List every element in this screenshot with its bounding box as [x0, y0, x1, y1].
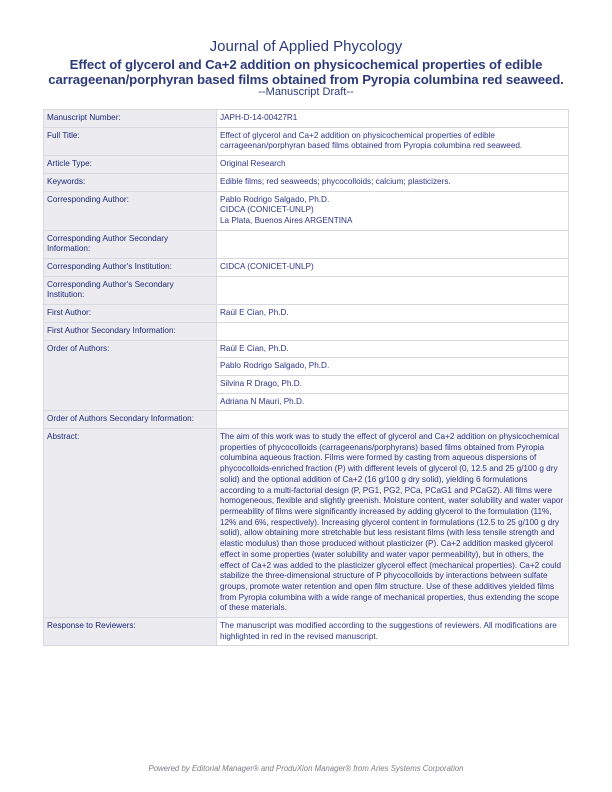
value-order-secondary	[217, 411, 569, 429]
value-corresponding-institution: CIDCA (CONICET-UNLP)	[217, 259, 569, 277]
row-manuscript-number	[44, 110, 569, 128]
corresponding-author-institution: CIDCA (CONICET-UNLP)	[220, 205, 314, 215]
label-abstract: Abstract:	[44, 429, 217, 618]
row-corresponding-secondary	[44, 230, 569, 258]
label-first-author-secondary: First Author Secondary Information:	[44, 322, 217, 340]
label-order-secondary: Order of Authors Secondary Information:	[44, 411, 217, 429]
label-keywords: Keywords:	[44, 173, 217, 191]
label-order-of-authors: Order of Authors:	[44, 340, 217, 411]
row-full-title	[44, 127, 569, 155]
row-corresponding-institution	[44, 259, 569, 277]
journal-name: Journal of Applied Phycology	[209, 38, 403, 55]
value-abstract: The aim of this work was to study the effect of glycerol and Ca+2 addition on physicochemical properties of phycocolloids (carrageenans/porphyrans) based films obtained from Pyropia columbina aqueous fraction. Films were formed by casting from aqueous dispersions of phycocolloids-enriched fraction (P) with different levels of glycerol (0, 12.5 and 25 g/100 g dry solid) and the optional addition of Ca+2 (16 g/100 g dry solid), yielding 6 formulations according to a multi-factorial design (P, PG1, PG2, PCa, PCaG1 and PCaG2). All films were homogeneous, flexible and slightly greenish. Moisture content, water solubility and water vapor permeability of films were significantly increased by adding glycerol to the formulation (11%, 12% and 6%, respectively). Increasing glycerol content in formulations (12.5 to 25 g/100 g dry solid), allow obtaining more stretchable but less resistant films (with less tensile strength and elastic modulus) than those produced without plasticizer (P). Ca+2 addition masked glycerol effect in some properties (water solubility and water vapor permeability), but in others, the effect of Ca+2 was added to the plasticizer glycerol effect (mechanical properties). Ca+2 could stabilize the three-dimensional structure of P phycocolloids by interactions between sulfate groups, promote water retention and open film structure. Use of these additives yielded films from Pyropia columbina with a wide range of mechanical properties, thus extending the scope of these materials.	[217, 429, 569, 618]
draft-label: --Manuscript Draft--	[258, 86, 354, 98]
row-corresponding-author	[44, 191, 569, 230]
label-corresponding-institution: Corresponding Author's Institution:	[44, 259, 217, 277]
label-article-type: Article Type:	[44, 156, 217, 174]
value-corresponding-secondary	[217, 230, 569, 258]
value-article-type: Original Research	[217, 156, 569, 174]
row-keywords	[44, 173, 569, 191]
author-3: Silvina R Drago, Ph.D.	[217, 375, 569, 393]
label-corresponding-secondary: Corresponding Author Secondary Information:	[44, 230, 217, 258]
label-corresponding-author: Corresponding Author:	[44, 191, 217, 230]
value-manuscript-number: JAPH-D-14-00427R1	[217, 110, 569, 128]
value-first-author: Raúl E Cian, Ph.D.	[217, 305, 569, 323]
manuscript-title: Effect of glycerol and Ca+2 addition on physicochemical properties of edible carrageenan/porphyran based films obtained from Pyropia columbina red seaweed.	[48, 57, 564, 87]
author-4: Adriana N Mauri, Ph.D.	[217, 393, 569, 411]
label-manuscript-number: Manuscript Number:	[44, 110, 217, 128]
row-first-author	[44, 305, 569, 323]
label-first-author: First Author:	[44, 305, 217, 323]
value-first-author-secondary	[217, 322, 569, 340]
label-full-title: Full Title:	[44, 127, 217, 155]
row-article-type	[44, 156, 569, 174]
value-response: The manuscript was modified according to the suggestions of reviewers. All modifications are highlighted in red in the revised manuscript.	[217, 618, 569, 646]
row-order-secondary	[44, 411, 569, 429]
footer-credit: Powered by Editorial Manager® and ProduXion Manager® from Aries Systems Corporation	[148, 764, 464, 773]
corresponding-author-location: La Plata, Buenos Aires ARGENTINA	[220, 215, 353, 225]
author-1: Raúl E Cian, Ph.D.	[217, 340, 569, 358]
label-response: Response to Reviewers:	[44, 618, 217, 646]
row-corresponding-secondary-institution	[44, 276, 569, 304]
row-response	[44, 618, 569, 646]
manuscript-info-table	[43, 109, 569, 646]
corresponding-author-name: Pablo Rodrigo Salgado, Ph.D.	[220, 194, 330, 204]
value-corresponding-secondary-institution	[217, 276, 569, 304]
row-abstract	[44, 429, 569, 618]
value-corresponding-author	[217, 191, 569, 230]
value-keywords: Edible films; red seaweeds; phycocolloids; calcium; plasticizers.	[217, 173, 569, 191]
label-corresponding-secondary-institution: Corresponding Author's Secondary Institution:	[44, 276, 217, 304]
row-order-of-authors	[44, 340, 569, 358]
author-2: Pablo Rodrigo Salgado, Ph.D.	[217, 358, 569, 376]
value-full-title: Effect of glycerol and Ca+2 addition on physicochemical properties of edible carrageenan/porphyran based films obtained from Pyropia columbina red seaweed.	[217, 127, 569, 155]
row-first-author-secondary	[44, 322, 569, 340]
